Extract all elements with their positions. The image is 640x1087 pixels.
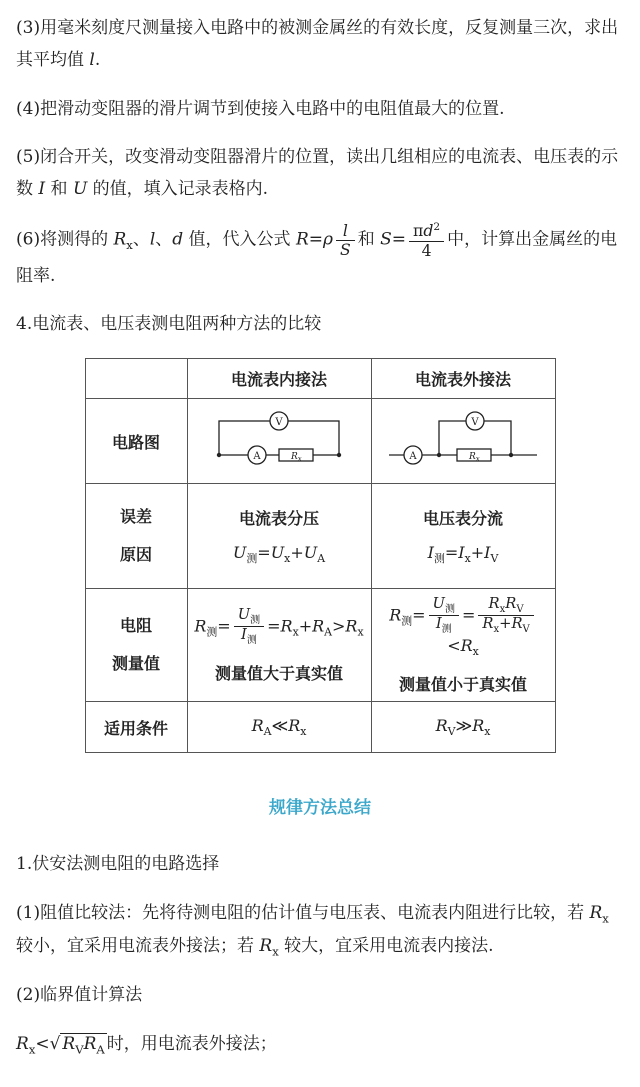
- error-external-formula: $I_测=I_x+I_V$: [427, 543, 499, 566]
- row-label-resistance: 电阻 测量值: [85, 589, 187, 702]
- resistance-internal-text: 测量值大于真实值: [214, 663, 343, 683]
- junction-dot-left: [437, 453, 441, 457]
- error-external-title: 电压表分流: [422, 509, 503, 529]
- table-row-circuit: [85, 399, 555, 484]
- summary-point-1-1: (1)阻值比较法：先将待测电阻的估计值与电压表、电流表内阻进行比较，若 $R_x$ 较小，宜采用电流表外接法；若 $R_x$ 较大，宜采用电流表内接法.: [16, 902, 609, 959]
- resistance-external-formula: $R_测=$ $\frac{U_测}{I_测}$ = $\frac{R_xR_V}{R_x+R_V}$ $<R_x$: [378, 596, 549, 658]
- resistance-external-cell: [371, 589, 555, 702]
- circuit-internal-cell: [187, 399, 371, 484]
- header-ammeter-internal: 电流表内接法: [187, 359, 371, 399]
- comparison-table: [85, 358, 556, 753]
- summary-point-1: 1.伏安法测电阻的电路选择: [16, 854, 220, 875]
- circuit-external-cell: [371, 399, 555, 484]
- error-internal-formula: $U_测=U_x+U_A$: [232, 543, 326, 566]
- resistance-external-text: 测量值小于真实值: [398, 674, 527, 694]
- error-internal-cell: [187, 484, 371, 589]
- paragraph-step3: (3)用毫米刻度尺测量接入电路中的被测金属丝的有效长度，反复测量三次，求出其平均值 l.: [16, 18, 619, 71]
- summary-heading: 规律方法总结: [269, 798, 371, 819]
- section-title-comparison: 4.电流表、电压表测电阻两种方法的比较: [16, 313, 322, 334]
- paragraph-step6: (6)将测得的 $R_x$、l、d 值，代入公式 R=ρ $\frac{l}{S}$ 和 S= $\frac{\pi d^2}{4}$ 中，计算出金属丝的电阻率.: [16, 220, 618, 286]
- voltmeter-icon: [466, 412, 484, 430]
- resistor-icon: [457, 449, 491, 463]
- condition-external-cell: $R_V≫R_x$: [371, 702, 555, 753]
- error-internal-title: 电流表分压: [238, 509, 319, 529]
- svg-text:V: V: [275, 417, 283, 429]
- resistance-internal-formula: $R_测=$ $\frac{U_测}{I_测}$ $=R_x+R_A>R_x$: [194, 605, 364, 647]
- error-external-cell: [371, 484, 555, 589]
- header-empty-cell: [85, 359, 187, 399]
- row-label-circuit: 电路图: [85, 399, 187, 484]
- junction-dot-right: [509, 453, 513, 457]
- ammeter-icon: [404, 446, 422, 464]
- table-row-resistance: [85, 589, 555, 702]
- circuit-diagram-external: [383, 407, 543, 471]
- svg-text:A: A: [253, 451, 261, 463]
- voltmeter-icon: [270, 412, 288, 430]
- paragraph-step4: (4)把滑动变阻器的滑片调节到使接入电路中的电阻值最大的位置.: [16, 98, 505, 119]
- summary-point-1-2: (2)临界值计算法: [16, 985, 143, 1006]
- paragraph-step5: (5)闭合开关，改变滑动变阻器滑片的位置，读出几组相应的电流表、电压表的示数 I 和 U 的值，填入记录表格内.: [16, 146, 619, 200]
- circuit-diagram-internal: [199, 407, 359, 471]
- junction-dot-left: [217, 453, 221, 457]
- condition-internal-cell: $R_A≪R_x$: [187, 702, 371, 753]
- row-label-error: 误差 原因: [85, 484, 187, 589]
- svg-text:A: A: [409, 451, 417, 463]
- junction-dot-right: [337, 453, 341, 457]
- svg-text:Rx: $R_x$: [469, 452, 480, 464]
- resistor-icon: [279, 449, 313, 463]
- row-label-condition: 适用条件: [85, 702, 187, 753]
- table-header-row: [85, 359, 555, 399]
- ammeter-icon: [248, 446, 266, 464]
- summary-critical-formula: $R_x<√$ $R_VR_A$ 时，用电流表外接法；: [16, 1033, 277, 1056]
- svg-text:V: V: [471, 417, 479, 429]
- header-ammeter-external: 电流表外接法: [371, 359, 555, 399]
- resistance-internal-cell: [187, 589, 371, 702]
- table-row-error: [85, 484, 555, 589]
- svg-text:Rx: $R_x$: [291, 452, 302, 464]
- table-row-condition: [85, 702, 555, 753]
